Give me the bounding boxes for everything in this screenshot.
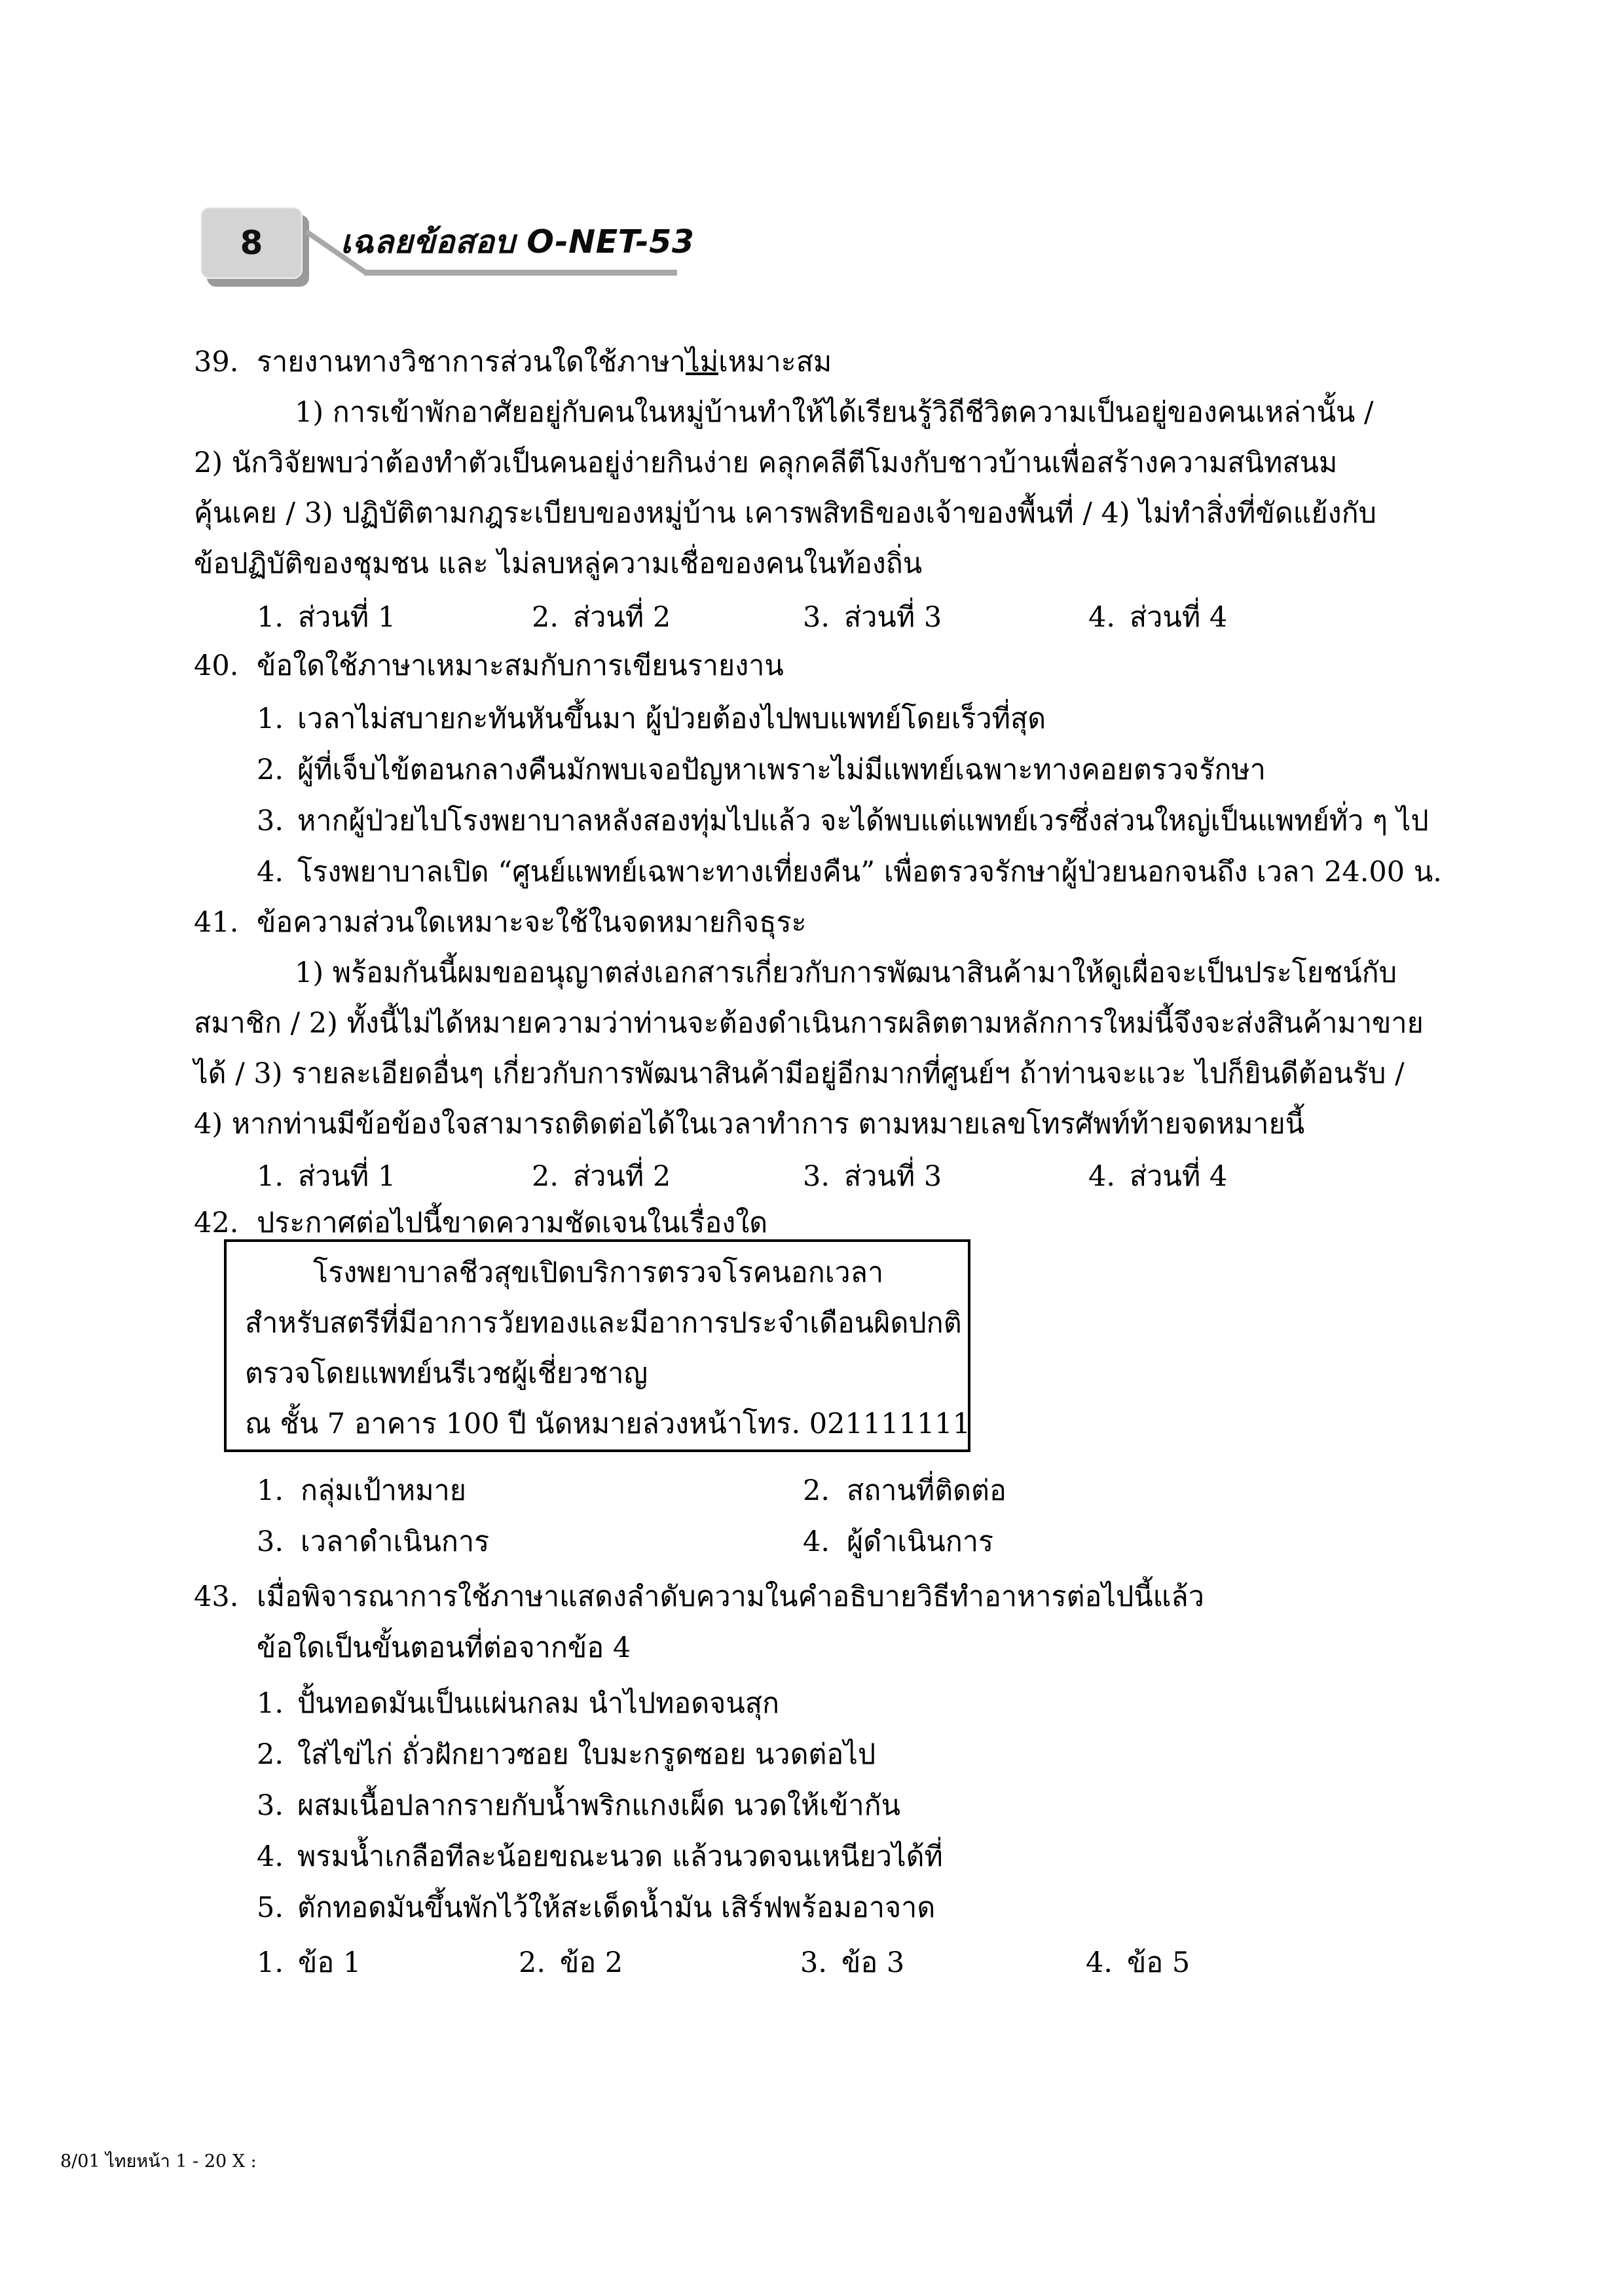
question-43-option-4[interactable]: 4. พรมน้ำเกลือทีละน้อยขณะนวด แล้วนวดจนเหนียวได้ที่ xyxy=(257,1840,943,1873)
question-42-stem xyxy=(194,1207,767,1240)
question-43-option-5[interactable]: 5. ตักทอดมันขึ้นพักไว้ให้สะเด็ดน้ำมัน เสิร์ฟพร้อมอาจาด xyxy=(257,1891,936,1924)
question-41-stem xyxy=(194,906,807,939)
question-39-stem-text xyxy=(257,346,832,379)
announcement-line-4: ณ ชั้น 7 อาคาร 100 ปี นัดหมายล่วงหน้าโทร. 021111111 xyxy=(245,1408,971,1440)
header-rule xyxy=(364,270,677,276)
question-39-passage-line-2: 2) นักวิจัยพบว่าต้องทำตัวเป็นคนอยู่ง่ายกินง่าย คลุกคลีตีโมงกับชาวบ้านเพื่อสร้างความสนิทสนม xyxy=(194,446,1338,479)
question-40-option-1[interactable]: 1. เวลาไม่สบายกะทันหันขึ้นมา ผู้ป่วยต้องไปพบแพทย์โดยเร็วที่สุด xyxy=(257,702,1046,735)
question-42-choice-1[interactable]: 1. กลุ่มเป้าหมาย xyxy=(257,1474,466,1507)
page-header xyxy=(0,0,1624,288)
question-41-stem-text: ข้อความส่วนใดเหมาะจะใช้ในจดหมายกิจธุระ xyxy=(257,906,807,939)
question-39-passage-line-3: คุ้นเคย / 3) ปฏิบัติตามกฎระเบียบของหมู่บ้าน เคารพสิทธิของเจ้าของพื้นที่ / 4) ไม่ทำสิ่งที่ขัดแย้งกับ xyxy=(194,497,1376,530)
question-39-stem xyxy=(194,346,832,379)
question-41-passage-line-3: ได้ / 3) รายละเอียดอื่นๆ เกี่ยวกับการพัฒนาสินค้ามีอยู่อีกมากที่ศูนย์ฯ ถ้าท่านจะแวะ ไปก็ยินดีต้อนรับ / xyxy=(194,1057,1405,1090)
question-41-passage-line-2: สมาชิก / 2) ทั้งนี้ไม่ได้หมายความว่าท่านจะต้องดำเนินการผลิตตามหลักการใหม่นี้จึงจะส่งสินค้ามาขาย xyxy=(194,1007,1424,1040)
question-39-choice-2[interactable]: 2. ส่วนที่ 2 xyxy=(532,601,671,634)
question-42-choice-2[interactable]: 2. สถานที่ติดต่อ xyxy=(803,1474,1006,1507)
question-43-choice-2[interactable]: 2. ข้อ 2 xyxy=(519,1946,623,1979)
question-42-number: 42. xyxy=(194,1207,239,1239)
question-40-option-3[interactable]: 3. หากผู้ป่วยไปโรงพยาบาลหลังสองทุ่มไปแล้ว จะได้พบแต่แพทย์เวรซึ่งส่วนใหญ่เป็นแพทย์ทั่ว ๆ ไป xyxy=(257,805,1429,837)
question-39-number: 39. xyxy=(194,346,239,378)
question-39-choice-4[interactable]: 4. ส่วนที่ 4 xyxy=(1088,601,1228,634)
question-40-stem-text: ข้อใดใช้ภาษาเหมาะสมกับการเขียนรายงาน xyxy=(257,649,784,682)
question-39-stem-negation: ไม่ xyxy=(686,346,719,378)
question-43-number: 43. xyxy=(194,1580,239,1613)
question-43-choice-1[interactable]: 1. ข้อ 1 xyxy=(257,1946,361,1979)
page-number: 8 xyxy=(240,224,263,262)
question-43-option-3[interactable]: 3. ผสมเนื้อปลากรายกับน้ำพริกแกงเผ็ด นวดให้เข้ากัน xyxy=(257,1789,901,1822)
question-41-passage-line-4: 4) หากท่านมีข้อข้องใจสามารถติดต่อได้ในเวลาทำการ ตามหมายเลขโทรศัพท์ท้ายจดหมายนี้ xyxy=(194,1108,1305,1140)
question-43-option-1[interactable]: 1. ปั้นทอดมันเป็นแผ่นกลม นำไปทอดจนสุก xyxy=(257,1687,780,1720)
page-number-box xyxy=(200,207,303,279)
question-39-choice-1[interactable]: 1. ส่วนที่ 1 xyxy=(257,601,396,634)
page-title: เฉลยข้อสอบ O-NET-53 xyxy=(341,223,695,261)
question-43-choices xyxy=(257,1946,1409,1983)
question-41-number: 41. xyxy=(194,906,239,939)
question-42-choice-4[interactable]: 4. ผู้ดำเนินการ xyxy=(803,1525,994,1558)
question-39-stem-pre: รายงานทางวิชาการส่วนใดใช้ภาษา xyxy=(257,346,686,378)
question-41-choice-4[interactable]: 4. ส่วนที่ 4 xyxy=(1088,1160,1228,1193)
announcement-line-3: ตรวจโดยแพทย์นรีเวชผู้เชี่ยวชาญ xyxy=(245,1357,648,1390)
question-43-stem-line-2: ข้อใดเป็นขั้นตอนที่ต่อจากข้อ 4 xyxy=(257,1631,631,1664)
question-39-choice-3[interactable]: 3. ส่วนที่ 3 xyxy=(803,601,942,634)
question-43-stem xyxy=(194,1580,1204,1614)
question-40-option-2[interactable]: 2. ผู้ที่เจ็บไข้ตอนกลางคืนมักพบเจอปัญหาเพราะไม่มีแพทย์เฉพาะทางคอยตรวจรักษา xyxy=(257,754,1266,786)
question-42-stem-text: ประกาศต่อไปนี้ขาดความชัดเจนในเรื่องใด xyxy=(257,1207,768,1239)
page-footer: 8/01 ไทยหน้า 1 - 20 X : xyxy=(60,2151,257,2172)
announcement-line-2: สำหรับสตรีที่มีอาการวัยทองและมีอาการประจำเดือนผิดปกติ xyxy=(245,1307,962,1339)
question-41-choice-3[interactable]: 3. ส่วนที่ 3 xyxy=(803,1160,942,1193)
question-41-passage-line-1: 1) พร้อมกันนี้ผมขออนุญาตส่งเอกสารเกี่ยวกับการพัฒนาสินค้ามาให้ดูเผื่อจะเป็นประโยชน์กับ xyxy=(295,957,1397,989)
announcement-line-1: โรงพยาบาลชีวสุขเปิดบริการตรวจโรคนอกเวลา xyxy=(313,1256,884,1289)
question-43-stem-line-1: เมื่อพิจารณาการใช้ภาษาแสดงลำดับความในคำอธิบายวิธีทำอาหารต่อไปนี้แล้ว xyxy=(257,1580,1204,1613)
question-43-choice-4[interactable]: 4. ข้อ 5 xyxy=(1086,1946,1190,1979)
question-39-choices xyxy=(257,601,1409,638)
question-39-passage-line-4: ข้อปฏิบัติของชุมชน และ ไม่ลบหลู่ความเชื่อของคนในท้องถิ่น xyxy=(194,547,923,580)
question-40-option-4[interactable]: 4. โรงพยาบาลเปิด “ศูนย์แพทย์เฉพาะทางเที่ยงคืน” เพื่อตรวจรักษาผู้ป่วยนอกจนถึง เวลา 24.00 น. xyxy=(257,856,1442,888)
question-39-stem-post: เหมาะสม xyxy=(718,346,832,378)
question-41-choice-2[interactable]: 2. ส่วนที่ 2 xyxy=(532,1160,671,1193)
question-41-choice-1[interactable]: 1. ส่วนที่ 1 xyxy=(257,1160,396,1193)
question-41-choices xyxy=(257,1160,1409,1197)
question-40-number: 40. xyxy=(194,649,239,682)
question-42-choice-3[interactable]: 3. เวลาดำเนินการ xyxy=(257,1525,490,1558)
question-43-option-2[interactable]: 2. ใส่ไข่ไก่ ถั่วฝักยาวซอย ใบมะกรูดซอย นวดต่อไป xyxy=(257,1738,876,1771)
question-43-choice-3[interactable]: 3. ข้อ 3 xyxy=(800,1946,905,1979)
announcement-box xyxy=(224,1239,970,1452)
question-39-passage-line-1: 1) การเข้าพักอาศัยอยู่กับคนในหมู่บ้านทำให้ได้เรียนรู้วิถีชีวิตความเป็นอยู่ของคนเหล่านั้น / xyxy=(295,396,1374,429)
question-40-stem xyxy=(194,649,784,683)
